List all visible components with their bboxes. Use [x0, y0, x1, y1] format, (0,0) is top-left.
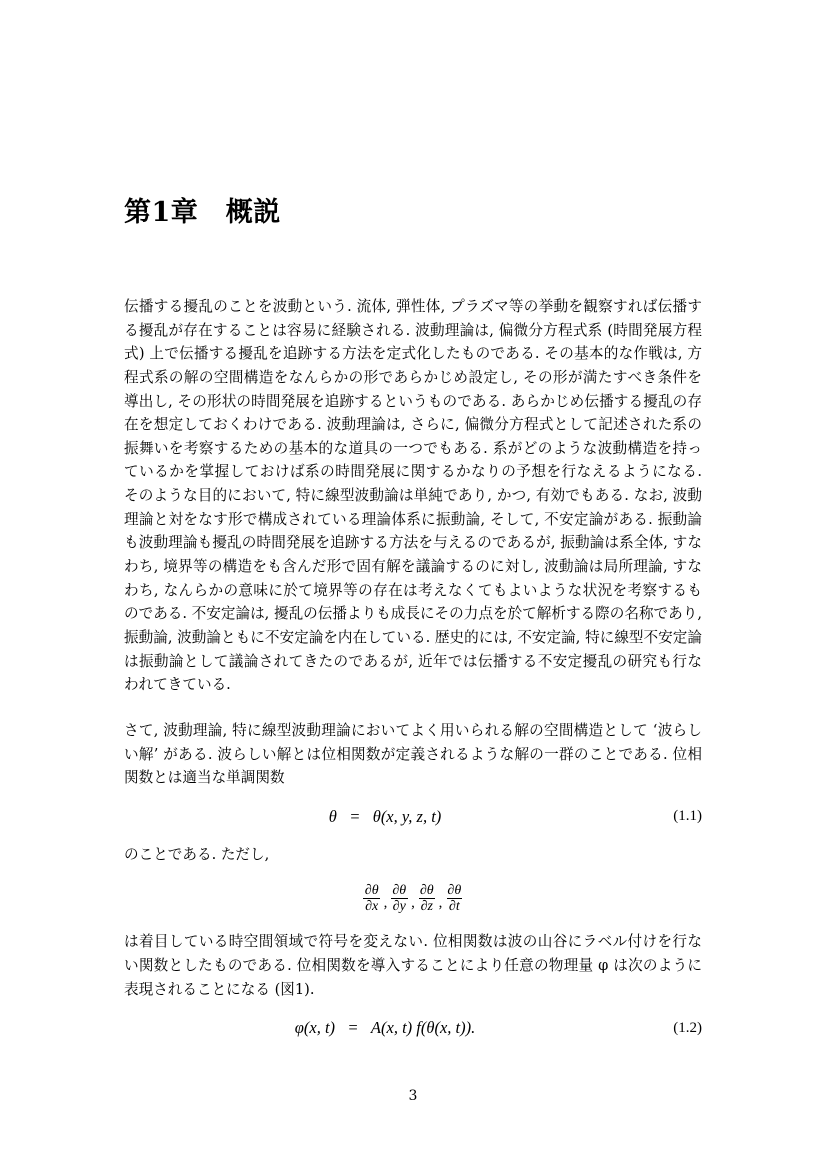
equation-derivatives: [124, 881, 702, 914]
derivative-denominator-t: ∂t: [448, 899, 460, 915]
equation-1-2-number: (1.2): [673, 1019, 702, 1036]
derivative-separator-3: ,: [438, 895, 443, 912]
derivative-term-group: [362, 883, 464, 914]
page-content: [124, 0, 702, 1053]
derivative-denominator-x: ∂x: [365, 899, 379, 915]
derivative-term-x: [362, 883, 382, 914]
derivative-term-z: [417, 883, 437, 914]
paragraph-1: 伝播する擾乱のことを波動という. 流体, 弾性体, プラズマ等の挙動を観察すれば伝播する擾乱が存在することは容易に経験される. 波動理論は, 偏微分方程式系 (時間発展方程式) 上で伝播する擾乱を追跡する方法を定式化したものである. その基本的な作戦は, 方程式系の解の空間構造をなんらかの形であらかじめ設定し, その形が満たすべき条件を導出し, その形状の時間発展を追跡するというものである. あらかじめ伝播する擾乱の存在を想定しておくわけである. 波動理論は, さらに, 偏微分方程式として記述された系の振舞いを考察するための基本的な道具の一つでもある. 系がどのような波動構造を持っているかを掌握しておけば系の時間発展に関するかなりの予想を行なえるようになる. そのような目的において, 特に線型波動論は単純であり, かつ, 有効でもある. なお, 波動理論と対をなす形で構成されている理論体系に振動論, そして, 不安定論がある. 振動論も波動理論も擾乱の時間発展を追跡する方法を与えるのであるが, 振動論は系全体, すなわち, 境界等の構造をも含んだ形で固有解を議論するのに対し, 波動論は局所理論, すなわち, なんらかの意味に於て境界等の存在は考えなくてもよいような状況を考察するものである. 不安定論は, 擾乱の伝播よりも成長にその力点を於て解析する際の名称であり, 振動論, 波動論ともに不安定論を内在している. 歴史的には, 不安定論, 特に線型不安定論は振動論として議論されてきたのであるが, 近年では伝播する不安定擾乱の研究も行なわれてきている.: [124, 298, 702, 694]
derivative-separator-1: ,: [383, 895, 388, 912]
page-number: 3: [408, 1088, 418, 1104]
equation-1-2: [124, 1018, 702, 1038]
paragraph-3: のことである. ただし,: [124, 845, 270, 863]
equation-1-1-number: (1.1): [673, 808, 703, 825]
derivative-term-t: [444, 883, 464, 914]
derivative-denominator-y: ∂y: [392, 899, 406, 915]
derivative-numerator-z: ∂θ: [419, 883, 434, 899]
derivative-numerator-x: ∂θ: [364, 883, 379, 899]
paragraph-2: さて, 波動理論, 特に線型波動理論においてよく用いられる解の空間構造として ‘波らしい解’ がある. 波らしい解とは位相関数が定義されるような解の一群のことである. 位相関数とは適当な単調関数: [124, 721, 702, 787]
derivative-separator-2: ,: [411, 895, 415, 912]
derivative-denominator-z: ∂z: [420, 899, 433, 915]
equation-1-1: [124, 807, 702, 827]
paragraph-4: は着目している時空間領域で符号を変えない. 位相関数は波の山谷にラベル付けを行ない関数としたものである. 位相関数を導入することにより任意の物理量 φ は次のように表現されることになる (図1).: [124, 933, 702, 998]
derivative-numerator-y: ∂θ: [392, 883, 407, 899]
equation-1-1-body: θ = θ(x, y, z, t): [328, 806, 442, 826]
derivative-term-y: [389, 883, 409, 914]
derivative-numerator-t: ∂θ: [447, 883, 462, 899]
equation-1-2-body: φ(x, t) = A(x, t) f(θ(x, t)).: [294, 1018, 476, 1038]
page-title: 第1章 概説: [124, 197, 281, 228]
